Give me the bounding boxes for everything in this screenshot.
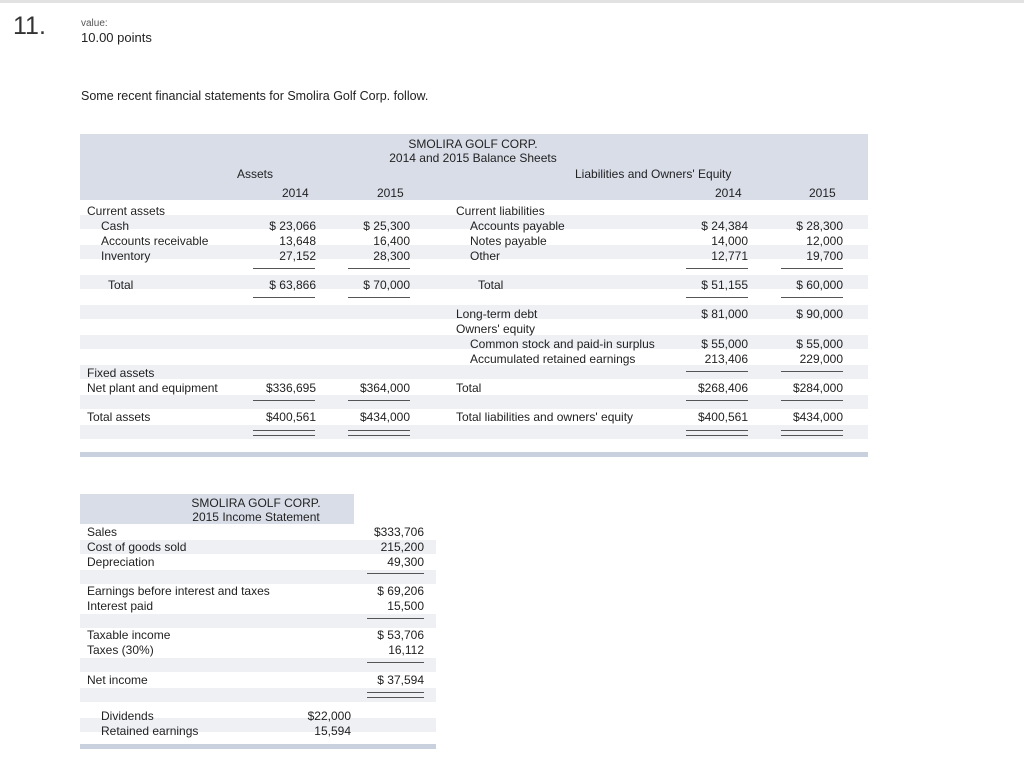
retained-earnings-2014: 213,406 <box>704 352 748 366</box>
underline <box>686 371 748 372</box>
cash-label: Cash <box>101 219 130 233</box>
sales-value: $333,706 <box>373 525 424 539</box>
liab-year-2015: 2015 <box>809 186 836 200</box>
common-stock-2015: $ 55,000 <box>796 337 843 351</box>
net-income-label: Net income <box>87 673 148 687</box>
other-label: Other <box>470 249 501 263</box>
current-liabilities-total-2014: $ 51,155 <box>701 278 748 292</box>
underline <box>686 297 748 298</box>
table-row-stripe <box>80 395 868 409</box>
underline <box>367 573 424 574</box>
retained-earnings-label: Accumulated retained earnings <box>470 352 636 366</box>
ltd-label: Long-term debt <box>456 307 538 321</box>
npe-label: Net plant and equipment <box>87 381 218 395</box>
depreciation-value: 49,300 <box>387 555 424 569</box>
balance-sheet-bottom-border <box>80 452 868 457</box>
underline <box>253 268 315 269</box>
underline <box>686 268 748 269</box>
top-border <box>0 0 1024 3</box>
cogs-value: 215,200 <box>380 540 424 554</box>
underline <box>348 400 410 401</box>
ar-2015: 16,400 <box>373 234 410 248</box>
question-value-label: value: <box>81 18 108 29</box>
question-intro: Some recent financial statements for Smolira Golf Corp. follow. <box>81 89 429 103</box>
cash-2014: $ 23,066 <box>269 219 316 233</box>
current-assets-total-2015: $ 70,000 <box>363 278 410 292</box>
ap-2015: $ 28,300 <box>796 219 843 233</box>
retained-earnings-is-value: 15,594 <box>314 724 351 738</box>
underline <box>781 371 843 372</box>
common-stock-label: Common stock and paid-in surplus <box>470 337 655 351</box>
balance-sheet-title: 2014 and 2015 Balance Sheets <box>389 151 557 165</box>
taxes-label: Taxes (30%) <box>87 643 154 657</box>
current-assets-label: Current assets <box>87 204 166 218</box>
inventory-2015: 28,300 <box>373 249 410 263</box>
net-income-value: $ 37,594 <box>377 673 424 687</box>
underline <box>253 297 315 298</box>
assets-year-2014: 2014 <box>282 186 309 200</box>
underline <box>686 400 748 401</box>
total-liab-oe-label: Total liabilities and owners' equity <box>456 410 634 424</box>
dividends-value: $22,000 <box>307 709 351 723</box>
table-row-stripe <box>80 614 436 628</box>
common-stock-2014: $ 55,000 <box>701 337 748 351</box>
owners-equity-label: Owners' equity <box>456 322 535 336</box>
balance-sheet-table <box>80 134 868 456</box>
taxable-income-label: Taxable income <box>87 628 171 642</box>
fixed-assets-label: Fixed assets <box>87 366 155 380</box>
double-underline <box>686 430 748 436</box>
other-2014: 12,771 <box>711 249 748 263</box>
total-liab-oe-2014: $400,561 <box>697 410 748 424</box>
ebit-label: Earnings before interest and taxes <box>87 584 270 598</box>
cogs-label: Cost of goods sold <box>87 540 187 554</box>
table-row-stripe <box>80 658 436 672</box>
double-underline <box>348 430 410 436</box>
liabilities-header: Liabilities and Owners' Equity <box>575 167 732 181</box>
question-points: 10.00 points <box>81 30 152 45</box>
inventory-label: Inventory <box>101 249 151 263</box>
current-assets-total-2014: $ 63,866 <box>269 278 316 292</box>
underline <box>367 618 424 619</box>
ar-2014: 13,648 <box>279 234 316 248</box>
ar-label: Accounts receivable <box>101 234 209 248</box>
underline <box>348 297 410 298</box>
ebit-value: $ 69,206 <box>377 584 424 598</box>
dividends-label: Dividends <box>101 709 154 723</box>
other-2015: 19,700 <box>806 249 843 263</box>
underline <box>348 268 410 269</box>
total-assets-label: Total assets <box>87 410 151 424</box>
np-2014: 14,000 <box>711 234 748 248</box>
owners-equity-total-2015: $284,000 <box>792 381 843 395</box>
inventory-2014: 27,152 <box>279 249 316 263</box>
income-statement-title: 2015 Income Statement <box>192 510 320 524</box>
double-underline <box>367 692 424 698</box>
npe-2014: $336,695 <box>265 381 316 395</box>
underline <box>781 400 843 401</box>
income-statement-company: SMOLIRA GOLF CORP. <box>191 496 321 510</box>
interest-label: Interest paid <box>87 599 154 613</box>
balance-sheet-company: SMOLIRA GOLF CORP. <box>408 137 538 151</box>
ltd-2014: $ 81,000 <box>701 307 748 321</box>
total-liab-oe-2015: $434,000 <box>792 410 843 424</box>
underline <box>367 662 424 663</box>
cash-2015: $ 25,300 <box>363 219 410 233</box>
table-row-stripe <box>80 365 868 379</box>
interest-value: 15,500 <box>387 599 424 613</box>
underline <box>781 268 843 269</box>
double-underline <box>253 430 315 436</box>
retained-earnings-is-label: Retained earnings <box>101 724 199 738</box>
income-statement-bottom-border <box>80 744 436 749</box>
current-liabilities-total-2015: $ 60,000 <box>796 278 843 292</box>
npe-2015: $364,000 <box>359 381 410 395</box>
retained-earnings-2015: 229,000 <box>799 352 843 366</box>
owners-equity-total-2014: $268,406 <box>697 381 748 395</box>
total-assets-2014: $400,561 <box>265 410 316 424</box>
ap-label: Accounts payable <box>470 219 565 233</box>
np-2015: 12,000 <box>806 234 843 248</box>
owners-equity-total-label: Total <box>456 381 482 395</box>
depreciation-label: Depreciation <box>87 555 155 569</box>
current-assets-total-label: Total <box>108 278 134 292</box>
table-row-stripe <box>80 425 868 439</box>
assets-header: Assets <box>237 167 274 181</box>
total-assets-2015: $434,000 <box>359 410 410 424</box>
double-underline <box>781 430 843 436</box>
ap-2014: $ 24,384 <box>701 219 748 233</box>
question-number: 11. <box>13 12 46 40</box>
taxable-income-value: $ 53,706 <box>377 628 424 642</box>
assets-year-2015: 2015 <box>377 186 404 200</box>
income-statement-table <box>80 494 436 750</box>
taxes-value: 16,112 <box>388 643 424 657</box>
ltd-2015: $ 90,000 <box>796 307 843 321</box>
np-label: Notes payable <box>470 234 547 248</box>
underline <box>253 400 315 401</box>
sales-label: Sales <box>87 525 118 539</box>
current-liabilities-label: Current liabilities <box>456 204 545 218</box>
underline <box>781 297 843 298</box>
liab-year-2014: 2014 <box>715 186 742 200</box>
current-liabilities-total-label: Total <box>478 278 504 292</box>
